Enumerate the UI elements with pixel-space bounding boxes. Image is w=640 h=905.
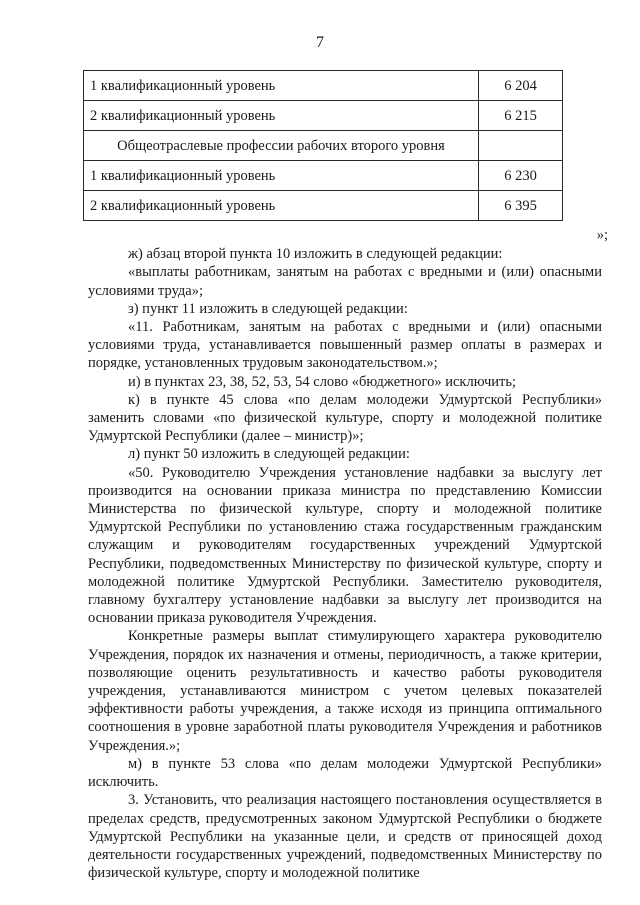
table-row [84,71,563,101]
table-closing-quote: »; [596,227,608,243]
paragraph-item-k: к) в пункте 45 слова «по делам молодежи Удмуртской Республики» заменить словами «по физической культуре, спорту и молодежной политике Удмуртской Республики (далее – министр)»; [88,391,602,445]
salary-value-cell: 6 215 [479,101,563,131]
table-row [84,101,563,131]
paragraph-item-l: л) пункт 50 изложить в следующей редакции: [128,446,410,463]
qualification-level-cell: 2 квалификационный уровень [84,191,479,221]
page-number: 7 [316,34,324,51]
paragraph-item-i: и) в пунктах 23, 38, 52, 53, 54 слово «бюджетного» исключить; [128,373,517,390]
paragraph-quote-point-11: «11. Работникам, занятым на работах с вредными и (или) опасными условиями труда, устанавливается повышенный размер оплаты в размерах и порядке, установленных трудовым законодательством.»; [88,319,602,372]
paragraph-item-zh: ж) абзац второй пункта 10 изложить в следующей редакции: [128,246,503,263]
table-row [84,161,563,191]
salary-value-cell: 6 204 [479,71,563,101]
paragraph-stimulus-payments: Конкретные размеры выплат стимулирующего характера руководителю Учреждения, порядок их назначения и отмены, периодичность, а также критерии, позволяющие оценить результативность и качество работы руководителя учреждения, устанавливаются министром с учетом целевых показателей эффективности работы учреждения, а также исходя из принципа оптимального соотношения в уровне заработной платы руководителя Учреждения и работников Учреждения.»; [88,628,602,754]
table-group-header-row [84,131,563,161]
paragraph-item-z: з) пункт 11 изложить в следующей редакции: [128,300,408,317]
salary-value-cell: 6 230 [479,161,563,191]
salary-value-cell: 6 395 [479,191,563,221]
paragraph-item-m: м) в пункте 53 слова «по делам молодежи Удмуртской Республики» исключить. [88,755,602,791]
paragraph-point-3: 3. Установить, что реализация настоящего постановления осуществляется в пределах средств, предусмотренных законом Удмуртской Республики о бюджете Удмуртской Республики на указанные цели, и средств от приносящей доход деятельности государственных учреждений, подведомственных Министерству по физической культуре, спорту и молодежной политике [88,792,602,882]
qualification-level-cell: 2 квалификационный уровень [84,101,479,131]
salary-value-cell [479,131,563,161]
qualification-level-cell: 1 квалификационный уровень [84,71,479,101]
document-body [88,226,608,882]
group-title-cell: Общеотраслевые профессии рабочих второго уровня [84,131,479,161]
paragraph-quote-payments: «выплаты работникам, занятым на работах с вредными и (или) опасными условиями труда»; [88,264,602,299]
qualification-level-cell: 1 квалификационный уровень [84,161,479,191]
salary-table [83,70,563,221]
table-row [84,191,563,221]
paragraph-quote-point-50: «50. Руководителю Учреждения установление надбавки за выслугу лет производится на основании приказа министра по представлению Комиссии Министерства по физической культуре, спорту и молодежной политике Удмуртской Республики по установлению стажа государственным гражданским служащим и руководителям государственных учреждений Удмуртской Республики, подведомственных Министерству по физической культуре, спорту и молодежной политике Удмуртской Республики. Заместителю руководителя, главному бухгалтеру установление надбавки за выслугу лет производится на основании приказа руководителя Учреждения. [88,464,602,627]
